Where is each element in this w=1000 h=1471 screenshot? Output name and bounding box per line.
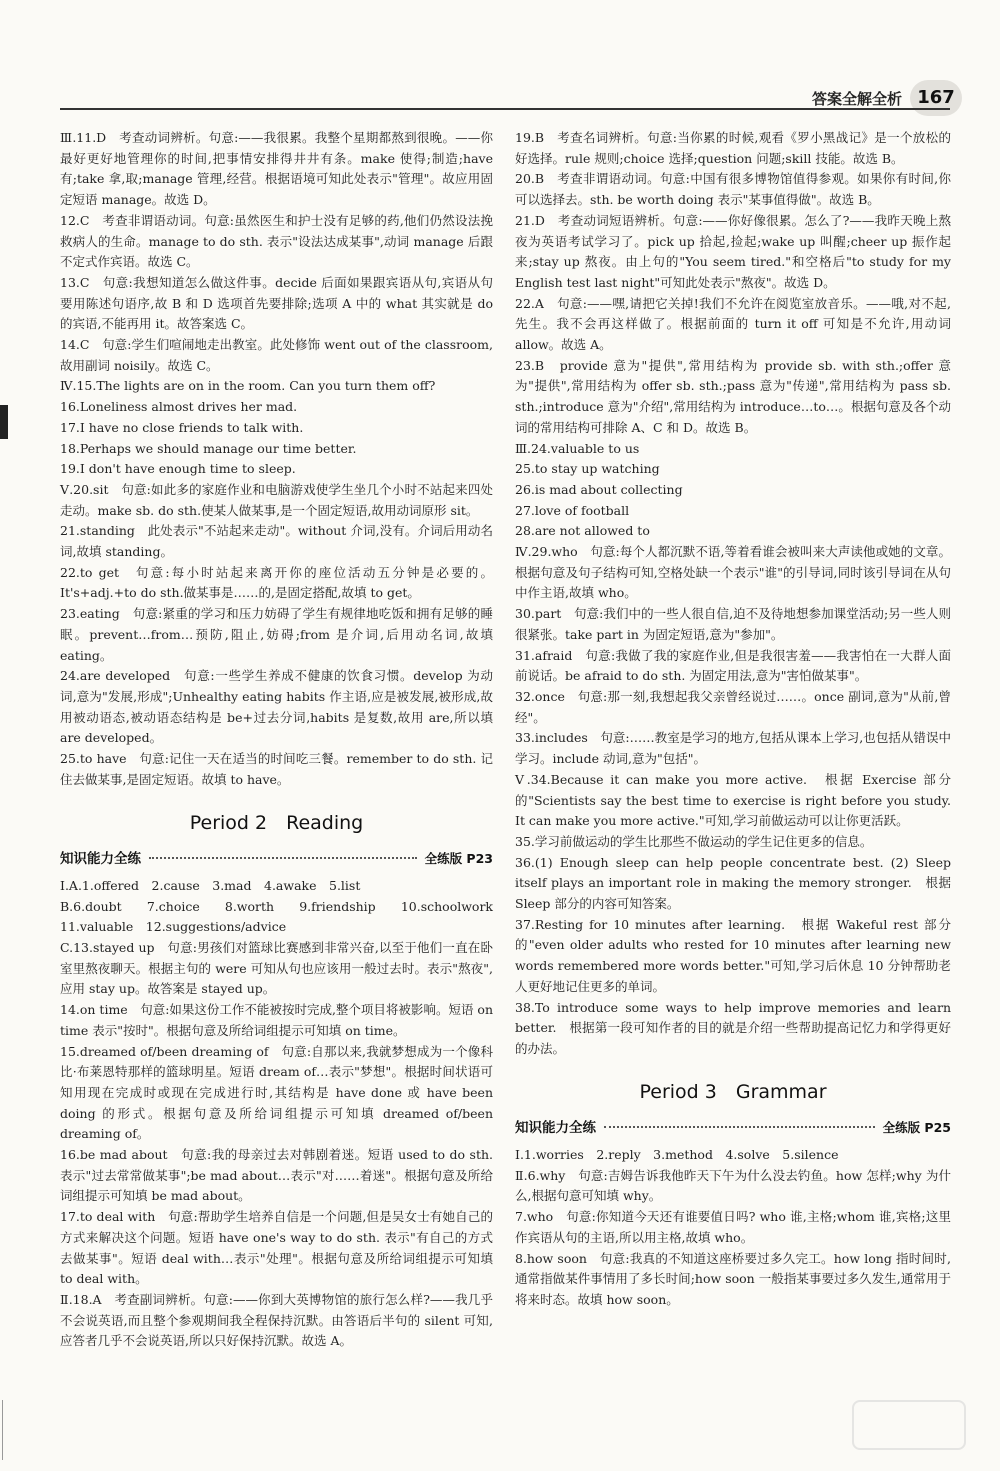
answer-entry: 28.are not allowed to — [515, 523, 650, 539]
answer-entry: Ⅱ.6.why 句意:吉姆告诉我他昨天下午为什么没去钓鱼。how 怎样;why 为什么,根据句意可知填 why。 — [515, 1167, 951, 1204]
answer-entry: 22.to get 句意:每小时站起来离开你的座位活动五分钟是必要的。It's+adj.+to do sth.做某事是……的,是固定搭配,故填 to get。 — [60, 564, 493, 601]
answer-entry: 20.B 考查非谓语动词。句意:中国有很多博物馆值得参观。如果你有时间,你可以选择去。sth. be worth doing 表示"某事值得做"。故选 B。 — [515, 171, 951, 208]
practice-page-ref: 全练版 P25 — [882, 1120, 951, 1136]
practice-header — [515, 1118, 951, 1139]
margin-tab-mark — [0, 405, 8, 439]
answer-entry: 22.A 句意:——嘿,请把它关掉!我们不允许在阅览室放音乐。——哦,对不起,先生。我不会再这样做了。根据前面的 turn it off 可知是不允许,用动词 allow。故选 A。 — [515, 295, 951, 353]
answer-entry: 14.C 句意:学生们喧闹地走出教室。此处修饰 went out of the classroom,故用副词 noisily。故选 C。 — [60, 337, 493, 373]
answer-entry: C.13.stayed up 句意:男孩们对篮球比赛感到非常兴奋,以至于他们一直在卧室里熬夜聊天。根据主句的 were 可知从句也应该用一般过去时。表示"熬夜",应用 stay up。故答案是 stayed up。 — [60, 940, 493, 997]
answer-entry: Ⅲ.11.D 考查动词辨析。句意:——我很累。我整个星期都熬到很晚。——你最好更好地管理你的时间,把事情安排得井井有条。make 使得;制造;have 有;take 拿,取;manage 管理,经营。根据语境可知此处表示"管理"。故应用固定短语 manage。故选 D。 — [60, 130, 493, 208]
leader-dots — [149, 857, 417, 859]
answer-entry: 7.who 句意:你知道今天还有谁要值日吗? who 谁,主格;whom 谁,宾格;这里作宾语从句的主语,所以用主格,故填 who。 — [515, 1209, 951, 1245]
section-title-period3: Period 3 Grammar — [639, 1080, 827, 1103]
answer-entry: 21.standing 此处表示"不站起来走动"。without 介词,没有。介词后用动名词,故填 standing。 — [60, 523, 493, 560]
answer-entry: Ⅱ.18.A 考查副词辨析。句意:——你到大英博物馆的旅行怎么样?——我几乎不会说英语,而且整个参观期间我全程保持沉默。由答语后半句的 silent 可知,应答者几乎不会说英语,所以只好保持沉默。故选 A。 — [60, 1291, 493, 1349]
header-title: 答案全解全析 — [812, 90, 903, 108]
answer-entry: Ⅰ.1.worries 2.reply 3.method 4.solve 5.silence — [515, 1147, 839, 1163]
answer-entry: 36.(1) Enough sleep can help people concentrate best. (2) Sleep itself plays an important role in making the memory stronger. 根据 Sleep 部分的内容可知答案。 — [515, 854, 951, 912]
answer-entry: 35.学习前做运动的学生比那些不做运动的学生记住更多的信息。 — [515, 833, 873, 849]
answer-entry: 17.I have no close friends to talk with. — [60, 419, 304, 435]
answer-entry: 23.B provide 意为"提供",常用结构为 provide sb. with sth.;offer 意为"提供",常用结构为 offer sb. sth.;pass 意为"传递",常用结构为 pass sb. sth.;introduce 意为"介绍",常用结构为 introduce…to…。根据句意及各个动词的常用结构可排除 A、C 和 D。故选 B。 — [515, 357, 951, 435]
answer-entry: 18.Perhaps we should manage our time better. — [60, 440, 357, 456]
answer-entry: 17.to deal with 句意:帮助学生培养自信是一个问题,但是吴女士有她自己的方式来解决这个问题。短语 have one's way to do sth. 表示"有自己的方式去做某事"。短语 deal with…表示"处理"。根据句意及所给词组提示可知填 to deal with。 — [60, 1209, 493, 1287]
page-number-badge: 167 — [910, 80, 962, 116]
answer-entry: 15.dreamed of/been dreaming of 句意:自那以来,我就梦想成为一个像科比·布莱恩特那样的篮球明星。短语 dream of…表示"梦想"。根据时间状语可知用现在完成时或现在完成进行时,其结构是 have done 或 have been doing 的形式。根据句意及所给词组提示可知填 dreamed of/been dreaming of。 — [60, 1043, 493, 1142]
answer-entry: 21.D 考查动词短语辨析。句意:——你好像很累。怎么了?——我昨天晚上熬夜为英语考试学习了。pick up 拾起,捡起;wake up 叫醒;cheer up 振作起来;stay up 熬夜。由上句的"You seem tired."和空格后"to study for my English test last night"可知此处表示"熬夜"。故选 D。 — [515, 212, 951, 290]
left-column — [60, 128, 506, 1352]
watermark-badge — [852, 1400, 966, 1450]
answer-entry: 14.on time 句意:如果这份工作不能被按时完成,整个项目将被影响。短语 on time 表示"按时"。根据句意及所给词组提示可知填 on time。 — [60, 1002, 493, 1038]
answer-entry: 31.afraid 句意:我做了我的家庭作业,但是我很害羞——我害怕在一大群人面前说话。be afraid to do sth. 为固定用法,意为"害怕做某事"。 — [515, 647, 951, 684]
answer-entry: Ⅴ.20.sit 句意:如此多的家庭作业和电脑游戏使学生坐几个小时不站起来四处走动。make sb. do sth.使某人做某事,是一个固定短语,故用动词原形 sit。 — [60, 481, 493, 518]
answer-entry: B.6.doubt 7.choice 8.worth 9.friendship 10.schoolwork 11.valuable 12.suggestions/advice — [60, 898, 506, 935]
answer-entry: 16.Loneliness almost drives her mad. — [60, 399, 298, 415]
answer-entry: 19.B 考查名词辨析。句意:当你累的时候,观看《罗小黑战记》是一个放松的好选择。rule 规则;choice 选择;question 问题;skill 技能。故选 B。 — [515, 130, 951, 166]
spine-mark — [2, 1400, 13, 1460]
answer-entry: 19.I don't have enough time to sleep. — [60, 461, 296, 477]
answer-entry: 33.includes 句意:……教室是学习的地方,包括从课本上学习,也包括从错误中学习。include 动词,意为"包括"。 — [515, 730, 951, 767]
practice-label: 知识能力全练 — [515, 1120, 596, 1137]
answer-entry: 24.are developed 句意:一些学生养成不健康的饮食习惯。develop 为动词,意为"发展,形成";Unhealthy eating habits 作主语,应是被发展,被形成,故用被动语态,被动语态结构是 be+过去分词,habits 是复数,故用 are,所以填 are developed。 — [60, 668, 493, 746]
answer-entry: 38.To introduce some ways to help improve memories and learn better. 根据第一段可知作者的目的就是介绍一些帮助提高记忆力和学得更好的办法。 — [515, 999, 951, 1056]
answer-entry: Ⅳ.29.who 句意:每个人都沉默不语,等着看谁会被叫来大声读他或她的文章。根据句意及句子结构可知,空格处缺一个表示"谁"的引导词,同时该引导词在从句中作主语,故填 who。 — [515, 544, 951, 601]
answer-entry: 32.once 句意:那一刻,我想起我父亲曾经说过……。once 副词,意为"从前,曾经"。 — [515, 688, 951, 725]
practice-header — [60, 849, 493, 870]
answer-entry: Ⅲ.24.valuable to us — [515, 440, 640, 456]
answer-entry: 16.be mad about 句意:我的母亲过去对韩剧着迷。短语 used to do sth. 表示"过去常常做某事";be mad about…表示"对……着迷"。根据句意及所给词组提示可知填 be mad about。 — [60, 1147, 493, 1204]
practice-label: 知识能力全练 — [60, 851, 141, 868]
leader-dots — [604, 1126, 875, 1128]
practice-page-ref: 全练版 P23 — [424, 851, 493, 867]
answer-entry: Ⅳ.15.The lights are on in the room. Can you turn them off? — [60, 378, 436, 394]
answer-entry: 26.is mad about collecting — [515, 481, 683, 497]
answer-entry: 23.eating 句意:紧重的学习和压力妨碍了学生有规律地吃饭和拥有足够的睡眠。prevent…from…预防,阻止,妨碍;from 是介词,后用动名词,故填 eating。 — [60, 606, 493, 663]
answer-entry: 30.part 句意:我们中的一些人很自信,迫不及待地想参加课堂活动;另一些人则很紧张。take part in 为固定短语,意为"参加"。 — [515, 606, 951, 642]
right-column — [515, 128, 951, 1311]
answer-entry: 25.to stay up watching — [515, 461, 660, 477]
answer-entry: Ⅰ.A.1.offered 2.cause 3.mad 4.awake 5.list — [60, 877, 361, 893]
header-divider — [60, 108, 950, 110]
answer-entry: 8.how soon 句意:我真的不知道这座桥要过多久完工。how long 指时间时,通常指做某件事情用了多长时间;how soon 一般指某事要过多久发生,通常用于将来时态。故填 how soon。 — [515, 1250, 951, 1307]
section-title-period2: Period 2 Reading — [189, 811, 364, 834]
answer-entry: 25.to have 句意:记住一天在适当的时间吃三餐。remember to do sth. 记住去做某事,是固定短语。故填 to have。 — [60, 751, 493, 787]
answer-entry: 37.Resting for 10 minutes after learning. 根据 Wakeful rest 部分的"even older adults who rested for 10 minutes after learning new words remembered more words better."可知,学习后休息 10 分钟帮助老人更好地记住更多的单词。 — [515, 916, 951, 994]
answer-entry: Ⅴ.34.Because it can make you more active. 根据 Exercise 部分的"Scientists say the best time to exercise is right before you study. It can make you more active."可知,学习前做运动可以让你更活跃。 — [515, 771, 951, 829]
answer-entry: 27.love of football — [515, 502, 630, 518]
answer-entry: 13.C 句意:我想知道怎么做这件事。decide 后面如果跟宾语从句,宾语从句要用陈述句语序,故 B 和 D 选项首先要排除;选项 A 中的 what 其实就是 do 的宾语,不能再用 it。故答案选 C。 — [60, 274, 493, 332]
answer-entry: 12.C 考查非谓语动词。句意:虽然医生和护士没有足够的药,他们仍然设法挽救病人的生命。manage to do sth. 表示"设法达成某事",动词 manage 后跟不定式作宾语。故选 C。 — [60, 212, 493, 270]
